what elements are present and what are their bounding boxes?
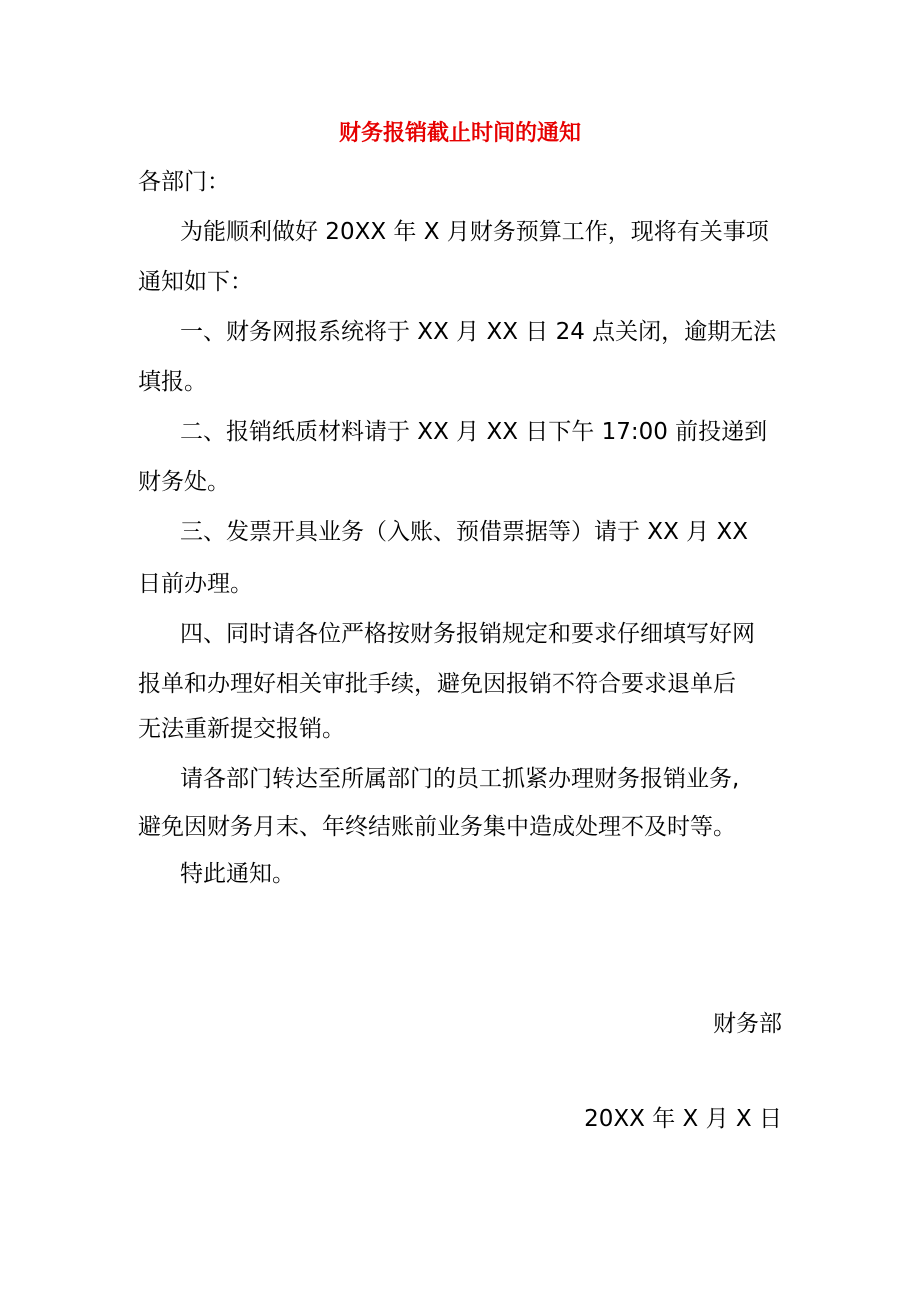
item-4-line-2: 报单和办理好相关审批手续，避免因报销不符合要求退单后: [138, 671, 736, 697]
item-3-line-1: 三、发票开具业务（入账、预借票据等）请于 XX 月 XX: [180, 519, 748, 545]
item-1-line-2: 填报。: [138, 369, 207, 395]
item-2-line-2: 财务处。: [138, 469, 230, 495]
signature: 财务部: [713, 1011, 782, 1037]
intro-line-2: 通知如下：: [138, 269, 253, 295]
item-1-line-1: 一、财务网报系统将于 XX 月 XX 日 24 点关闭，逾期无法: [180, 319, 777, 345]
item-3-line-2: 日前办理。: [138, 571, 253, 597]
date: 20XX 年 X 月 X 日: [584, 1106, 782, 1132]
intro-line-1: 为能顺利做好 20XX 年 X 月财务预算工作，现将有关事项: [180, 219, 769, 245]
salutation: 各部门：: [138, 169, 230, 195]
document-title: 财务报销截止时间的通知: [338, 121, 581, 146]
item-4-line-1: 四、同时请各位严格按财务报销规定和要求仔细填写好网: [180, 621, 755, 647]
item-2-line-1: 二、报销纸质材料请于 XX 月 XX 日下午 17:00 前投递到: [180, 419, 768, 445]
notice-end: 特此通知。: [180, 861, 295, 887]
item-4-line-3: 无法重新提交报销。: [138, 716, 345, 742]
closing-line-1: 请各部门转达至所属部门的员工抓紧办理财务报销业务,: [180, 766, 740, 792]
closing-line-2: 避免因财务月末、年终结账前业务集中造成处理不及时等。: [138, 814, 736, 840]
